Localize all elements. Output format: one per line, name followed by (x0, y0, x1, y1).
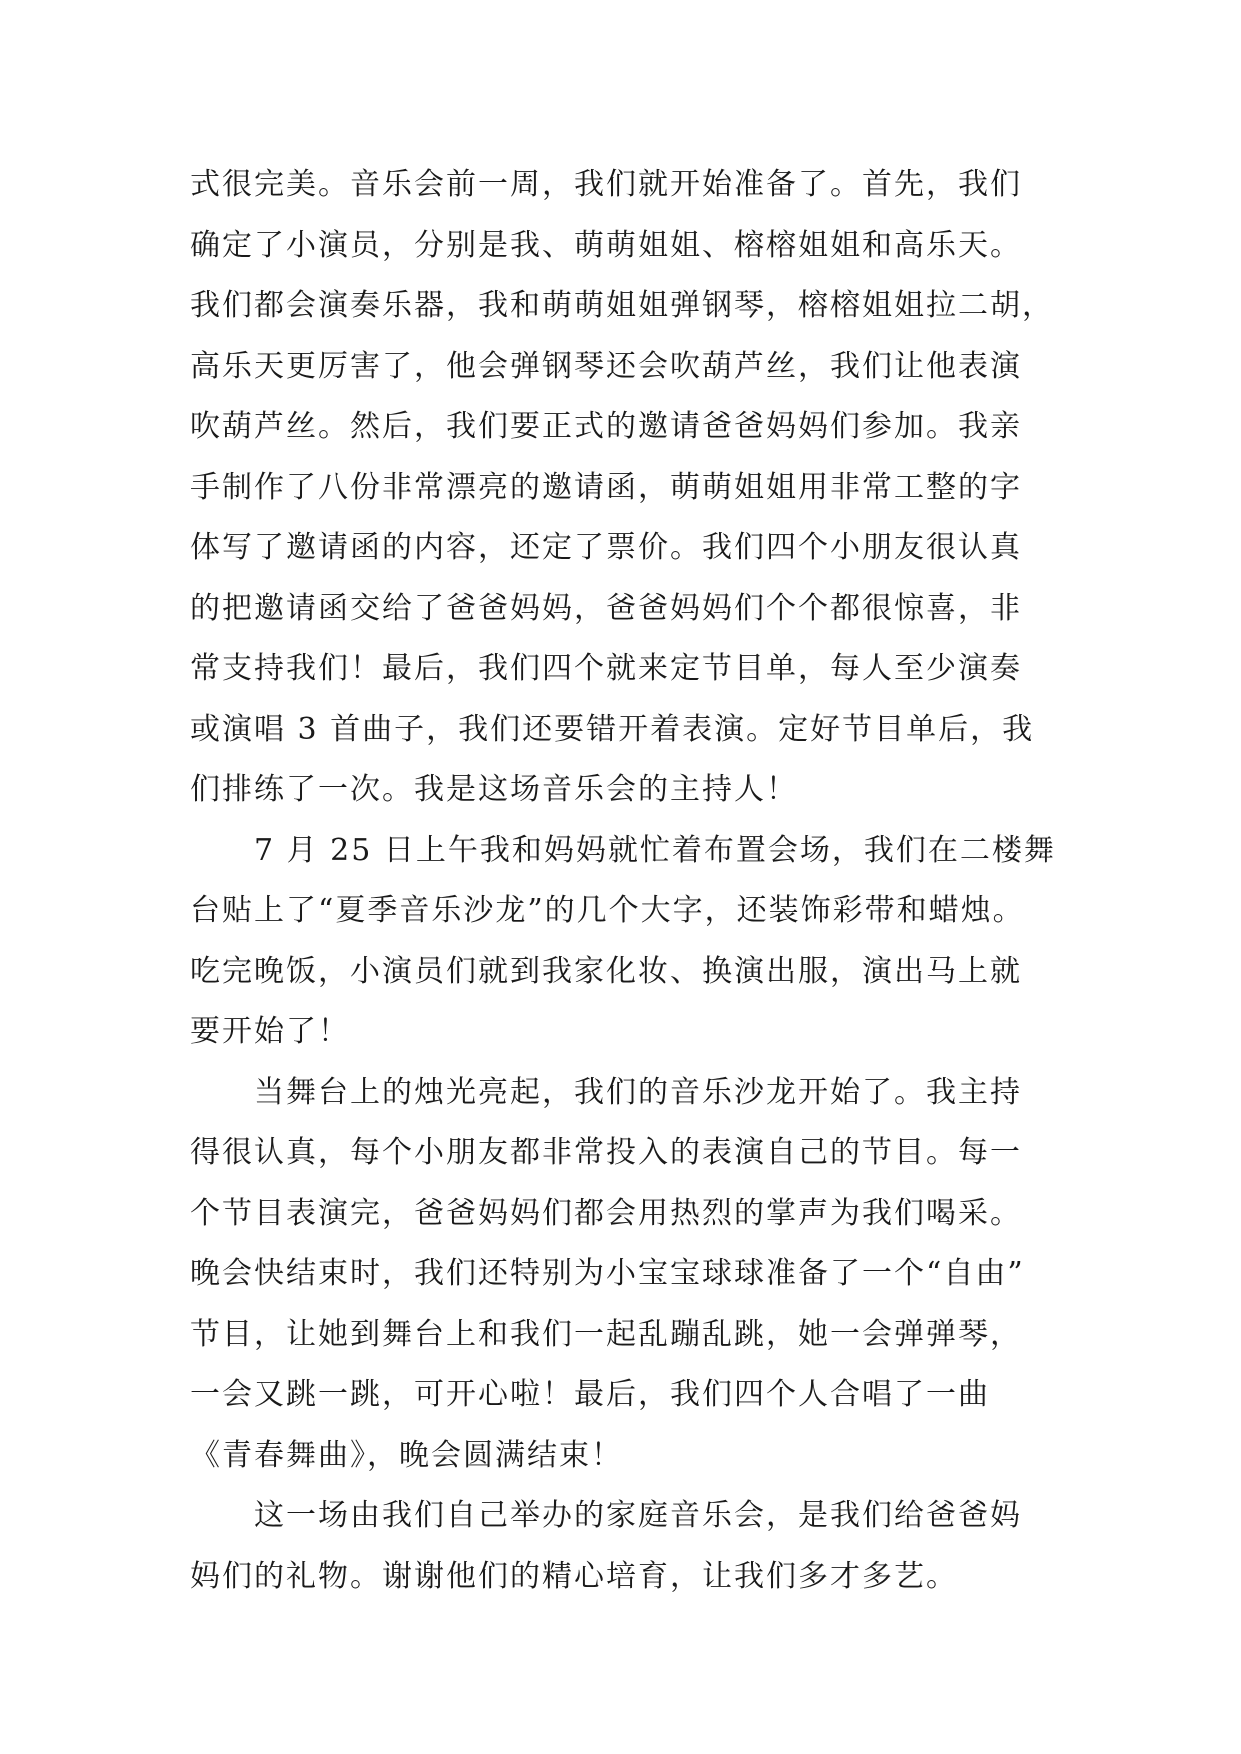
text-line: 手制作了八份非常漂亮的邀请函，萌萌姐姐用非常工整的字 (190, 469, 1022, 505)
text-line: 们排练了一次。我是这场音乐会的主持人！ (190, 772, 798, 807)
text-line: 得很认真，每个小朋友都非常投入的表演自己的节目。每一 (190, 1135, 1022, 1170)
text-line: 或演唱 3 首曲子，我们还要错开着表演。定好节目单后，我 (190, 711, 1035, 747)
text-line: 台贴上了“夏季音乐沙龙”的几个大字，还装饰彩带和蜡烛。 (190, 893, 1025, 928)
text-line: 的把邀请函交给了爸爸妈妈，爸爸妈妈们个个都很惊喜，非 (190, 590, 1022, 626)
text-line: 吃完晚饭，小演员们就到我家化妆、换演出服，演出马上就 (190, 953, 1022, 989)
text-line: 确定了小演员，分别是我、萌萌姐姐、榕榕姐姐和高乐天。 (190, 227, 1022, 263)
text-line: 节目，让她到舞台上和我们一起乱蹦乱跳，她一会弹弹琴， (190, 1316, 1022, 1352)
text-line: 式很完美。音乐会前一周，我们就开始准备了。首先，我们 (190, 167, 1022, 202)
text-line: 晚会快结束时，我们还特别为小宝宝球球准备了一个“自由” (190, 1256, 1025, 1291)
text-line: 我们都会演奏乐器，我和萌萌姐姐弹钢琴，榕榕姐姐拉二胡， (190, 288, 1054, 323)
paragraph-first-line: 当舞台上的烛光亮起，我们的音乐沙龙开始了。我主持 (254, 1074, 1022, 1110)
body-text (190, 155, 1070, 1607)
paragraph-first-line: 这一场由我们自己举办的家庭音乐会，是我们给爸爸妈 (254, 1498, 1022, 1533)
text-line: 《青春舞曲》，晚会圆满结束！ (190, 1437, 623, 1473)
text-line: 体写了邀请函的内容，还定了票价。我们四个小朋友很认真 (190, 530, 1022, 565)
text-line: 个节目表演完，爸爸妈妈们都会用热烈的掌声为我们喝采。 (190, 1195, 1022, 1231)
paragraph-first-line: 7 月 25 日上午我和妈妈就忙着布置会场，我们在二楼舞 (254, 832, 1056, 868)
text-line: 高乐天更厉害了，他会弹钢琴还会吹葫芦丝，我们让他表演 (190, 348, 1022, 384)
text-line: 吹葫芦丝。然后，我们要正式的邀请爸爸妈妈们参加。我亲 (190, 409, 1022, 444)
text-line: 要开始了！ (190, 1014, 350, 1049)
text-line: 常支持我们！最后，我们四个就来定节目单，每人至少演奏 (190, 651, 1022, 686)
text-line: 一会又跳一跳，可开心啦！最后，我们四个人合唱了一曲 (190, 1377, 990, 1412)
text-line: 妈们的礼物。谢谢他们的精心培育，让我们多才多艺。 (190, 1558, 958, 1594)
